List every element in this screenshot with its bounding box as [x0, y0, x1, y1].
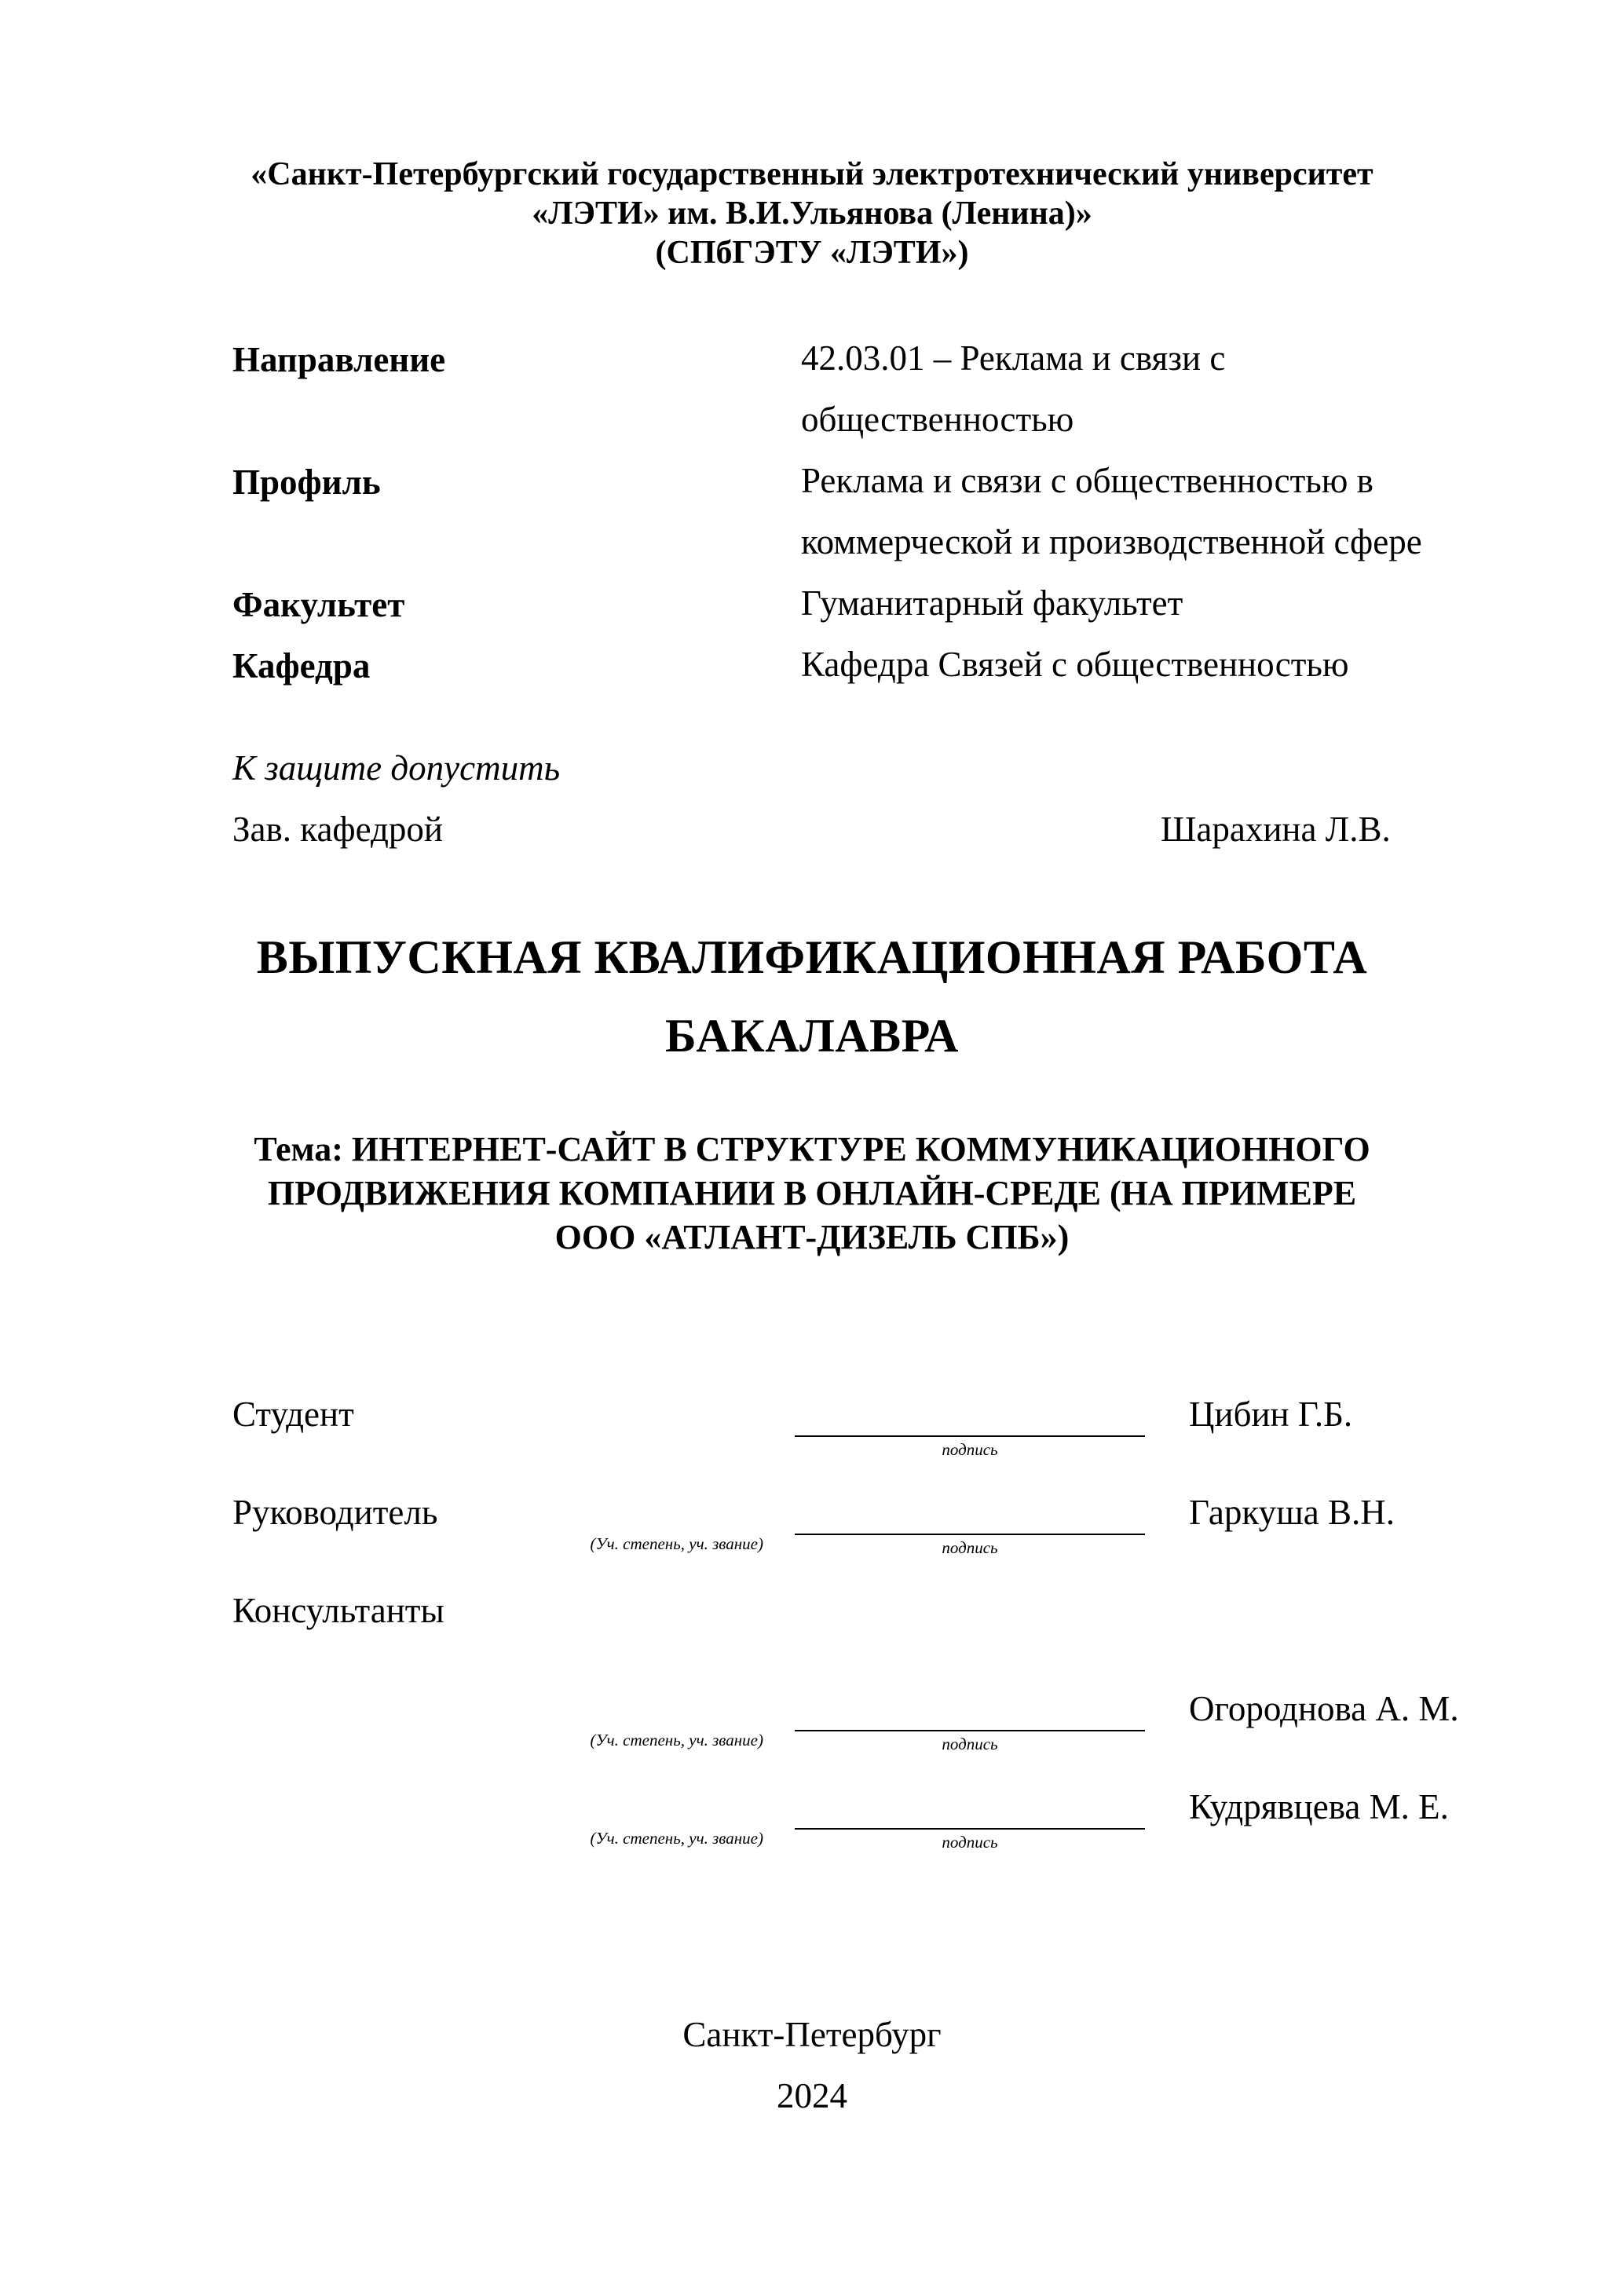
- consultant2-sign-hint: подпись: [942, 1833, 998, 1852]
- work-title-line1: ВЫПУСКНАЯ КВАЛИФИКАЦИОННАЯ РАБОТА: [256, 931, 1368, 983]
- university-abbr: (СПбГЭТУ «ЛЭТИ»): [655, 235, 969, 271]
- consultant2-signature-line: [795, 1828, 1145, 1830]
- admission-note: К защите допустить: [232, 748, 561, 788]
- direction-value-line2: общественностью: [801, 400, 1074, 439]
- university-name-line2: «ЛЭТИ» им. В.И.Ульянова (Ленина)»: [532, 196, 1092, 232]
- consultant1-name: Огороднова А. М.: [1189, 1689, 1459, 1728]
- year: 2024: [777, 2076, 847, 2115]
- theme-line1: Тема: ИНТЕРНЕТ-САЙТ В СТРУКТУРЕ КОММУНИКАЦИОННОГО: [254, 1130, 1370, 1168]
- theme-line3: ООО «АТЛАНТ-ДИЗЕЛЬ СПБ»): [554, 1218, 1070, 1256]
- student-role: Студент: [232, 1395, 354, 1434]
- student-sign-hint: подпись: [942, 1440, 998, 1459]
- faculty-value: Гуманитарный факультет: [801, 583, 1183, 623]
- supervisor-name: Гаркуша В.Н.: [1189, 1493, 1395, 1532]
- direction-label: Направление: [232, 340, 446, 379]
- work-title-line2: БАКАЛАВРА: [665, 1010, 959, 1062]
- student-name: Цибин Г.Б.: [1189, 1395, 1353, 1434]
- consultant1-signature-line: [795, 1730, 1145, 1731]
- profile-label: Профиль: [232, 462, 381, 502]
- department-label: Кафедра: [232, 646, 371, 686]
- supervisor-sign-hint: подпись: [942, 1538, 998, 1557]
- university-name-line1: «Санкт-Петербургский государственный электротехнический университет: [251, 156, 1373, 192]
- consultant2-rank-hint: (Уч. степень, уч. звание): [590, 1829, 763, 1848]
- supervisor-signature-line: [795, 1534, 1145, 1535]
- consultant1-sign-hint: подпись: [942, 1735, 998, 1753]
- profile-value-line1: Реклама и связи с общественностью в: [801, 461, 1373, 500]
- head-label: Зав. кафедрой: [232, 810, 443, 849]
- profile-value-line2: коммерческой и производственной сфере: [801, 522, 1422, 561]
- supervisor-role: Руководитель: [232, 1493, 438, 1532]
- student-signature-line: [795, 1435, 1145, 1437]
- consultant1-rank-hint: (Уч. степень, уч. звание): [590, 1731, 763, 1749]
- faculty-label: Факультет: [232, 585, 405, 624]
- city: Санкт-Петербург: [682, 2015, 942, 2054]
- department-value: Кафедра Связей с общественностью: [801, 645, 1349, 684]
- supervisor-rank-hint: (Уч. степень, уч. звание): [590, 1534, 763, 1553]
- consultant2-name: Кудрявцева М. Е.: [1189, 1787, 1449, 1826]
- direction-value-line1: 42.03.01 – Реклама и связи с: [801, 338, 1226, 378]
- direction-value: [801, 327, 1586, 450]
- consultants-label: Консультанты: [232, 1591, 444, 1630]
- profile-value: [801, 450, 1586, 572]
- theme-line2: ПРОДВИЖЕНИЯ КОМПАНИИ В ОНЛАЙН-СРЕДЕ (НА ПРИМЕРЕ: [267, 1174, 1357, 1212]
- head-name: Шарахина Л.В.: [1161, 810, 1391, 849]
